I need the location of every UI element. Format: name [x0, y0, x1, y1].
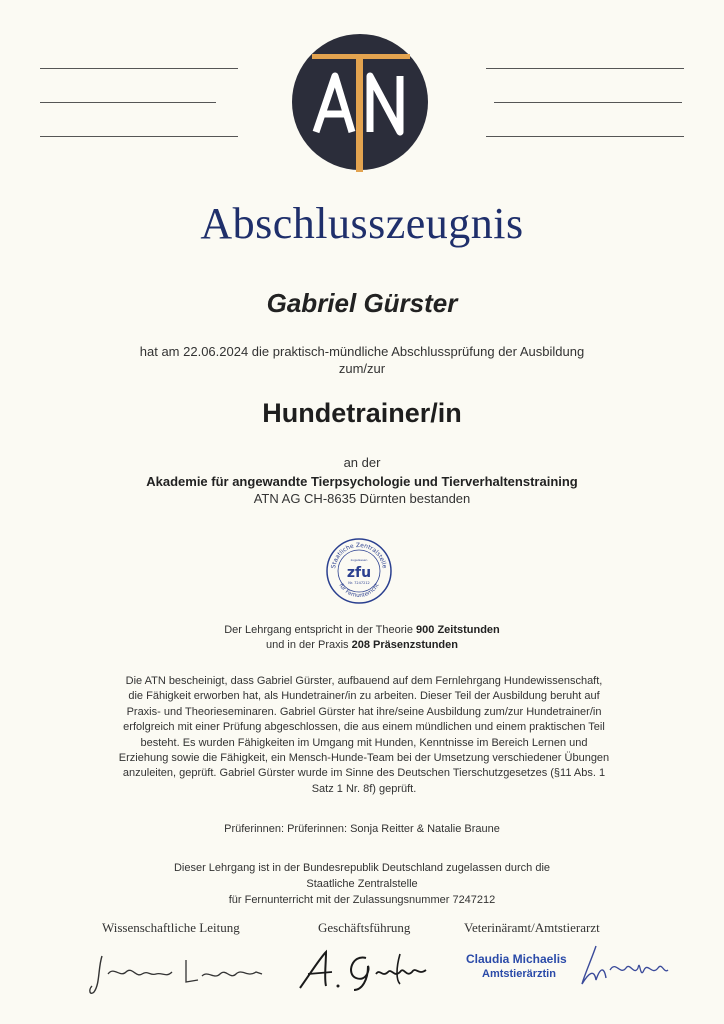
exam-statement-cont: zum/zur	[338, 361, 386, 376]
stamp-role: Amtstierärztin	[482, 968, 556, 980]
atn-logo	[290, 32, 430, 172]
certificate-body	[88, 674, 640, 797]
header-rule	[40, 68, 238, 69]
body-line: besteht. Es wurden Fähigkeiten im Umgang mit Hunden, Kenntnisse im Bereich Lernen und	[140, 736, 588, 749]
hours-theory	[40, 624, 684, 636]
zfu-seal-icon	[325, 537, 393, 605]
header-rule	[486, 136, 684, 137]
stamp-name: Claudia Michaelis	[466, 952, 567, 966]
body-line: anzuleiten, geprüft. Gabriel Gürster wurde im Sinne des Deutschen Tierschutzgesetzes (§11 Abs. 1	[122, 767, 606, 780]
body-line: Erziehung sowie die Fähigkeit, ein Mensch-Hunde-Team bei der Umsetzung verschiedener Übungen	[118, 752, 610, 765]
recipient-name: Gabriel Gürster	[266, 288, 458, 318]
veterinary-label: Veterinäramt/Amtstierarzt	[464, 920, 600, 935]
body-line: die Fähigkeit erworben hat, als Hundetrainer/in zu arbeiten. Dieser Teil der Ausbildung beruht auf	[128, 690, 600, 703]
header-rule	[40, 102, 216, 103]
body-line: erfolgreich mit einer Prüfung abgeschlossen, die aus einem mündlichen und einem praktischen Teil	[123, 721, 605, 734]
middle-signature	[296, 944, 436, 999]
zfu-small: zugelassen	[350, 558, 368, 562]
hours-theory-value: 900 Zeitstunden	[416, 624, 500, 636]
scientific-lead-label: Wissenschaftliche Leitung	[102, 920, 240, 935]
left-signature	[86, 948, 272, 1005]
header-rule	[40, 136, 238, 137]
zfu-number: Nr. 7247212	[348, 581, 370, 585]
certificate-title: Abschlusszeugnis	[200, 199, 524, 248]
right-signature	[574, 940, 674, 995]
an-der-text: an der	[343, 455, 381, 470]
body-line: Praxis- und Theorieseminaren. Gabriel Gürster hat ihre/seine Ausbildung zum/zur Hundetrainer/in	[126, 705, 602, 718]
body-line: Die ATN bescheinigt, dass Gabriel Gürster, aufbauend auf dem Fernlehrgang Hundewissenschaft,	[125, 675, 603, 687]
exam-statement: hat am 22.06.2024 die praktisch-mündliche Abschlussprüfung der Ausbildung	[139, 344, 585, 359]
management-label: Geschäftsführung	[318, 920, 411, 935]
body-line: Satz 1 Nr. 8f) geprüft.	[311, 782, 417, 795]
examiners: Prüferinnen: Prüferinnen: Sonja Reitter & Natalie Braune	[224, 823, 500, 835]
hours-practice-value: 208 Präsenzstunden	[351, 639, 458, 651]
header-rule	[486, 68, 684, 69]
academy-address: ATN AG CH-8635 Dürnten bestanden	[253, 491, 471, 506]
approval-line: für Fernunterricht mit der Zulassungsnummer 7247212	[228, 894, 496, 906]
header-rule	[494, 102, 682, 103]
approval-line: Dieser Lehrgang ist in der Bundesrepublik Deutschland zugelassen durch die Staatliche Zentralstelle	[173, 862, 551, 890]
zfu-logo: zfu	[346, 565, 372, 581]
zfu-ring-top: Staatliche Zentralstelle	[330, 541, 388, 570]
approval-note	[170, 860, 554, 908]
course-title: Hundetrainer/in	[262, 398, 462, 428]
hours-practice-label: und in der Praxis	[266, 639, 349, 651]
zfu-ring-bottom: für Fernunterricht	[337, 582, 381, 600]
academy-name: Akademie für angewandte Tierpsychologie und Tierverhaltenstraining	[146, 474, 578, 489]
hours-practice	[40, 639, 684, 651]
hours-theory-label: Der Lehrgang entspricht in der Theorie	[224, 624, 413, 636]
